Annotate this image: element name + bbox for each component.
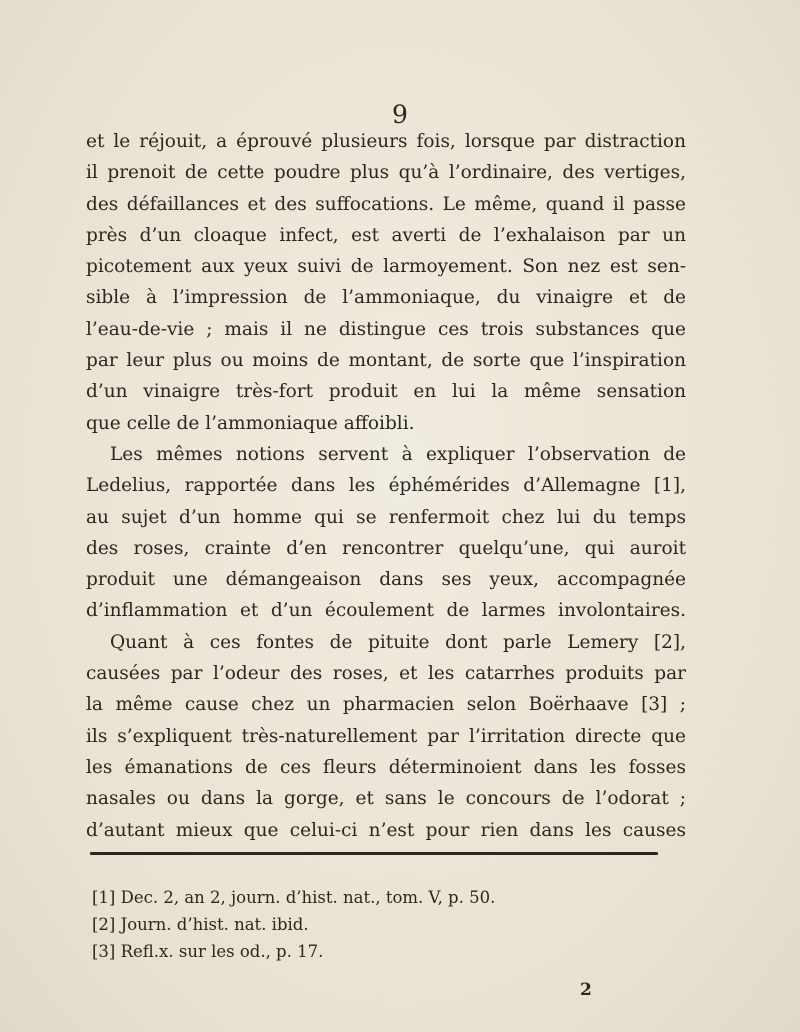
- footnote-divider: [90, 852, 658, 855]
- text-line: la même cause chez un pharmacien selon Boërhaave [3] ;: [86, 694, 686, 716]
- text-line: les émanations de ces fleurs déterminoient dans les fosses: [86, 756, 686, 778]
- signature-mark: 2: [580, 980, 592, 1000]
- text-line: nasales ou dans la gorge, et sans le concours de l’odorat ;: [86, 788, 686, 810]
- text-line: des défaillances et des suffocations. Le même, quand il passe: [86, 193, 686, 215]
- text-line: des roses, crainte d’en rencontrer quelqu’une, qui auroit: [86, 537, 686, 559]
- text-line: au sujet d’un homme qui se renfermoit chez lui du temps: [86, 506, 686, 528]
- text-line: et le réjouit, a éprouvé plusieurs fois, lorsque par distraction: [86, 131, 686, 152]
- paragraph-end-line: d’inflammation et d’un écoulement de larmes involontaires.: [86, 600, 686, 622]
- paragraph-start-line: Quant à ces fontes de pituite dont parle Lemery [2],: [110, 631, 686, 653]
- text-line: ils s’expliquent très-naturellement par l’irritation directe que: [86, 725, 686, 747]
- text-line: causées par l’odeur des roses, et les catarrhes produits par: [86, 663, 686, 685]
- text-line: il prenoit de cette poudre plus qu’à l’ordinaire, des vertiges,: [86, 162, 686, 184]
- footnote-3: [3] Refl.x. sur les od., p. 17.: [92, 942, 324, 961]
- text-line: par leur plus ou moins de montant, de sorte que l’inspiration: [86, 350, 686, 372]
- page-number: 9: [392, 100, 408, 129]
- footnote-1: [1] Dec. 2, an 2, journ. d’hist. nat., tom. V, p. 50.: [92, 888, 496, 907]
- footnotes: [92, 884, 592, 965]
- text-line: près d’un cloaque infect, est averti de l’exhalaison par un: [86, 224, 686, 246]
- text-line: d’autant mieux que celui-ci n’est pour rien dans les causes: [86, 819, 686, 841]
- text-line: l’eau-de-vie ; mais il ne distingue ces trois substances que: [86, 318, 686, 340]
- text-line: d’un vinaigre très-fort produit en lui la même sensation: [86, 381, 686, 403]
- text-line: sible à l’impression de l’ammoniaque, du vinaigre et de: [86, 287, 686, 309]
- footnote-2: [2] Journ. d’hist. nat. ibid.: [92, 915, 309, 934]
- paragraph-start-line: Les mêmes notions servent à expliquer l’observation de: [110, 443, 686, 465]
- body-text: [86, 126, 686, 846]
- paragraph-end-line: que celle de l’ammoniaque affoibli.: [86, 412, 415, 434]
- text-line: Ledelius, rapportée dans les éphémérides d’Allemagne [1],: [86, 475, 686, 497]
- text-line: picotement aux yeux suivi de larmoyement. Son nez est sen-: [86, 256, 686, 278]
- text-line: produit une démangeaison dans ses yeux, accompagnée: [86, 569, 686, 591]
